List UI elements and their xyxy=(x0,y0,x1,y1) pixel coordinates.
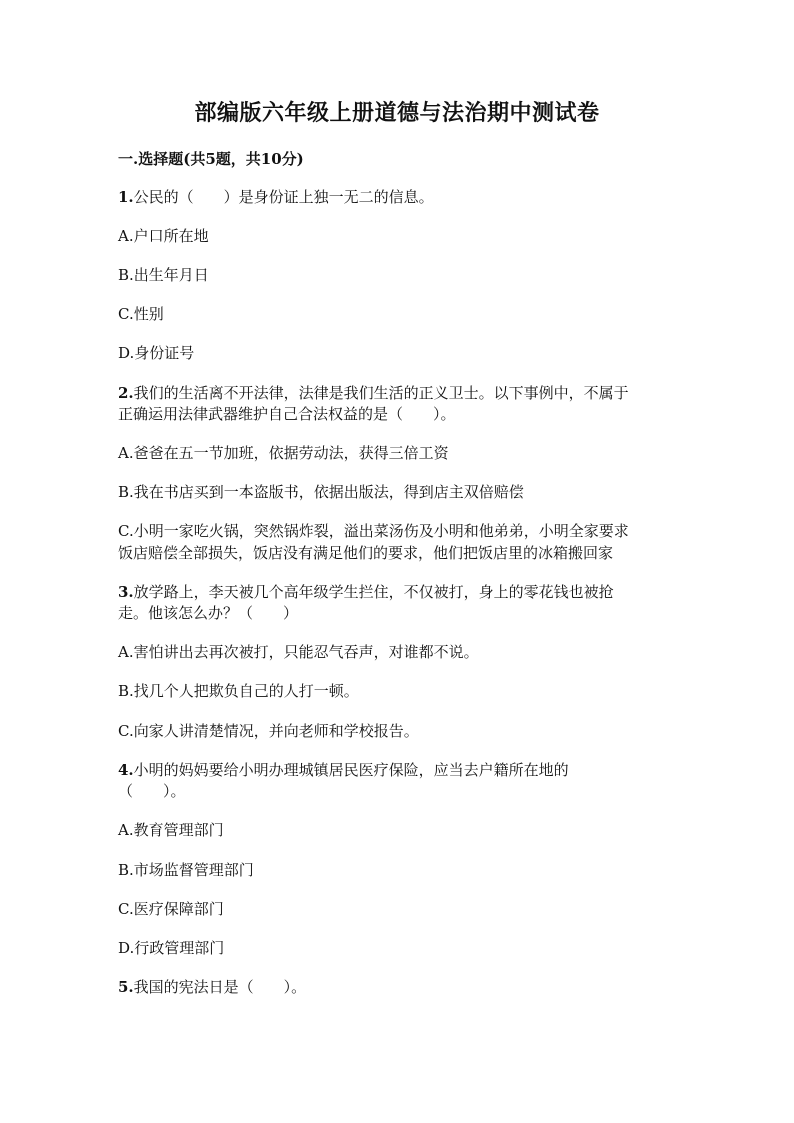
question-text: 我们的生活离不开法律，法律是我们生活的正义卫士。以下事例中，不属于 xyxy=(133,384,629,402)
question-text: 公民的（ ）是身份证上独一无二的信息。 xyxy=(133,188,434,206)
question-5-stem xyxy=(118,976,678,998)
question-4-option-c: C.医疗保障部门 xyxy=(118,900,224,918)
question-number: 4. xyxy=(118,761,134,779)
question-1-stem xyxy=(118,186,678,208)
question-text: 小明的妈妈要给小明办理城镇居民医疗保险，应当去户籍所在地的 xyxy=(133,761,569,779)
question-3-stem xyxy=(118,581,678,603)
question-3-option-a: A.害怕讲出去再次被打，只能忍气吞声，对谁都不说。 xyxy=(118,643,479,661)
question-2-option-a: A.爸爸在五一节加班，依据劳动法，获得三倍工资 xyxy=(118,444,449,462)
question-4-stem xyxy=(118,759,678,781)
question-2-option-c-cont: 饭店赔偿全部损失，饭店没有满足他们的要求，他们把饭店里的冰箱搬回家 xyxy=(118,544,614,562)
question-3-stem-cont: 走。他该怎么办？（ ） xyxy=(118,604,299,622)
question-number: 1. xyxy=(118,188,134,206)
question-2-option-c: C.小明一家吃火锅，突然锅炸裂，溢出菜汤伤及小明和他弟弟，小明全家要求 xyxy=(118,522,629,540)
question-3-option-b: B.找几个人把欺负自己的人打一顿。 xyxy=(118,682,359,700)
question-number: 5. xyxy=(118,978,134,996)
question-text: 放学路上，李天被几个高年级学生拦住，不仅被打，身上的零花钱也被抢 xyxy=(133,583,614,601)
question-text: 我国的宪法日是（ ）。 xyxy=(133,978,307,996)
question-4-option-a: A.教育管理部门 xyxy=(118,821,224,839)
question-1-option-d: D.身份证号 xyxy=(118,344,195,362)
question-1-option-b: B.出生年月日 xyxy=(118,266,209,284)
question-2-stem-cont: 正确运用法律武器维护自己合法权益的是（ ）。 xyxy=(118,405,456,423)
section-heading: 一.选择题(共5题，共10分) xyxy=(118,150,304,168)
question-1-option-c: C.性别 xyxy=(118,305,164,323)
question-1-option-a: A.户口所在地 xyxy=(118,227,209,245)
page-title: 部编版六年级上册道德与法治期中测试卷 xyxy=(194,100,600,126)
question-2-option-b: B.我在书店买到一本盗版书，依据出版法，得到店主双倍赔偿 xyxy=(118,483,524,501)
question-2-stem xyxy=(118,382,678,404)
question-number: 3. xyxy=(118,583,134,601)
question-number: 2. xyxy=(118,384,134,402)
question-3-option-c: C.向家人讲清楚情况，并向老师和学校报告。 xyxy=(118,722,419,740)
question-4-option-d: D.行政管理部门 xyxy=(118,939,225,957)
question-4-option-b: B.市场监督管理部门 xyxy=(118,861,254,879)
question-4-stem-cont: （ ）。 xyxy=(118,782,186,800)
